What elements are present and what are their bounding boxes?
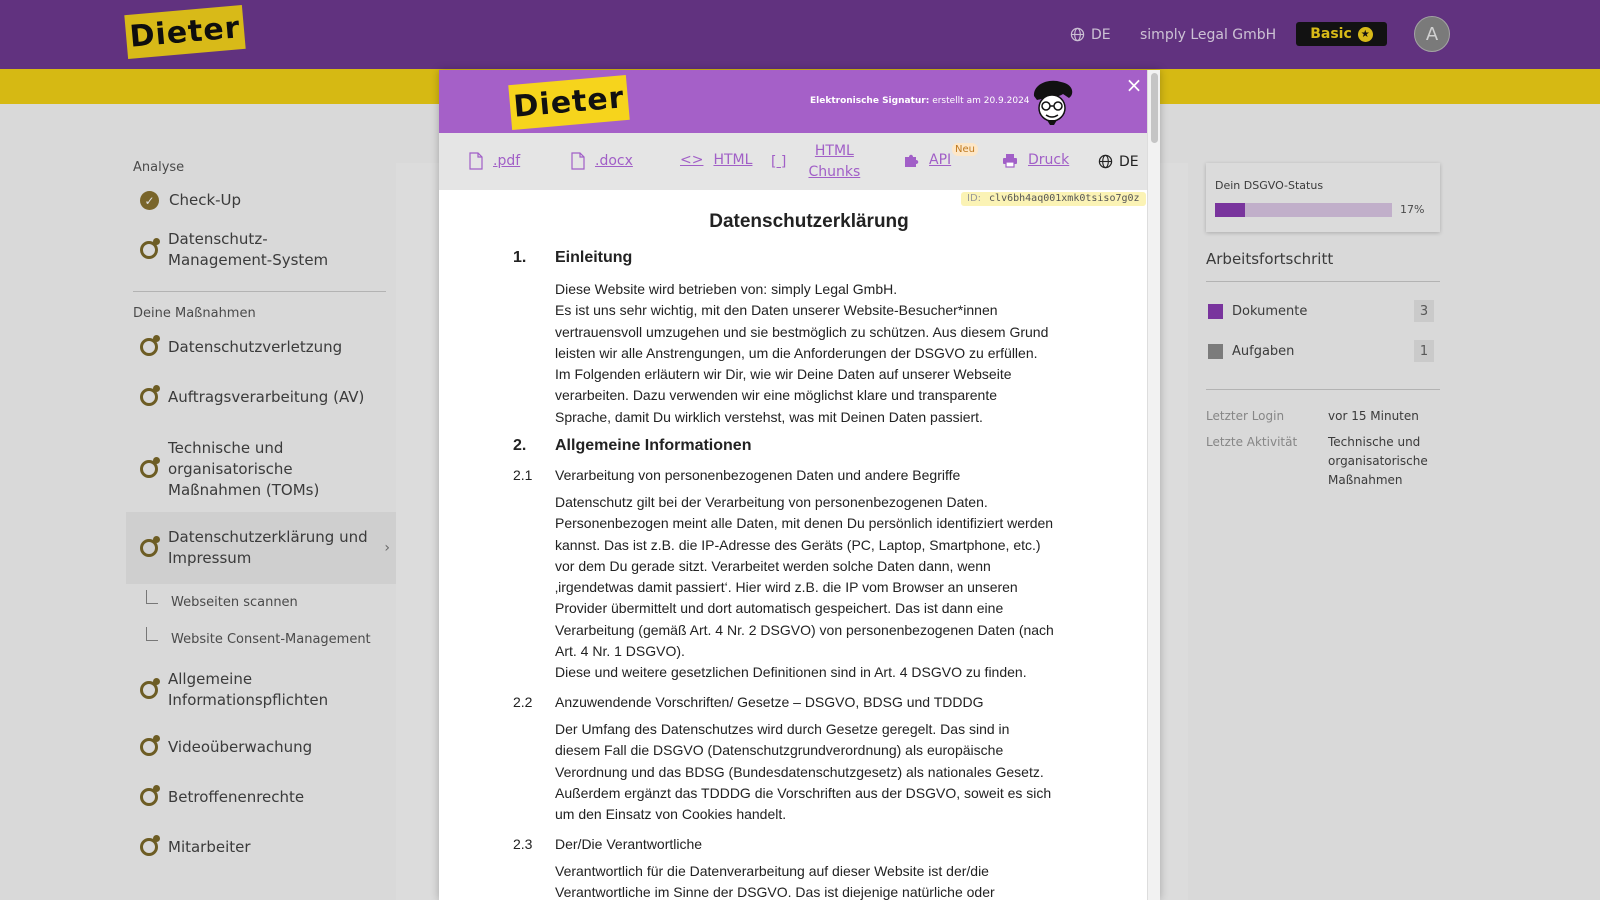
- document-title: Datenschutzerklärung: [709, 211, 909, 232]
- text-line: Verarbeitung (gemäß Art. 4 Nr. 2 DSGVO) von personenbezogenen Daten (nach: [555, 621, 1054, 638]
- section-paragraph: [555, 492, 1065, 684]
- sidebar-item-label: Betroffenenrechte: [168, 787, 305, 806]
- last-login-label: Letzter Login: [1206, 409, 1285, 423]
- language-label: DE: [1091, 26, 1111, 43]
- text-line: vor dem Du gerade sitzt. Verarbeitet werden solche Daten dann, wenn: [555, 557, 991, 574]
- print-button[interactable]: [1002, 152, 1069, 168]
- sidebar-item-label: Check-Up: [169, 191, 242, 209]
- company-name[interactable]: simply Legal GmbH: [1140, 26, 1277, 43]
- subsection-heading: [513, 694, 984, 710]
- sidebar-item-label: Videoüberwachung: [168, 737, 313, 756]
- code-icon: <>: [680, 152, 704, 168]
- avatar[interactable]: A: [1414, 16, 1450, 52]
- export-html-chunks-label: HTML Chunks: [808, 143, 861, 180]
- text-line: kannst. Das ist z.B. die IP-Adresse des Geräts (PC, Laptop, Smartphone, etc.): [555, 536, 1041, 553]
- sidebar-item-label: Datenschutzverletzung: [168, 337, 343, 356]
- dieter-logo[interactable]: Dieter: [124, 5, 245, 59]
- section-paragraph: [555, 279, 1065, 428]
- progress-count: 3: [1414, 300, 1434, 322]
- puzzle-icon: [903, 152, 919, 168]
- sidebar-item-label: Mitarbeiter: [168, 837, 251, 856]
- subsection-number: 2.3: [513, 836, 533, 852]
- document-preview-modal: [439, 70, 1160, 900]
- signature-value: erstellt am 20.9.2024: [932, 96, 1030, 106]
- subsection-heading: [513, 836, 702, 852]
- section-analyse: Analyse: [133, 160, 185, 175]
- mascot-icon: [1029, 78, 1075, 126]
- document-language-label: DE: [1119, 153, 1139, 170]
- section-number: 1.: [513, 249, 527, 266]
- subsection-title: Anzuwendende Vorschriften/ Gesetze – DSGVO, BDSG und TDDDG: [555, 694, 984, 710]
- export-html-chunks-button[interactable]: [771, 141, 860, 183]
- print-label: Druck: [1028, 152, 1070, 168]
- printer-icon: [1002, 153, 1018, 168]
- text-line: leisten wir alle Anstrengungen, um die Anforderungen der DSGVO zu erfüllen.: [555, 344, 1038, 361]
- section-massnahmen: Deine Maßnahmen: [133, 306, 256, 321]
- export-html-label: HTML: [713, 152, 753, 168]
- api-button[interactable]: [903, 152, 951, 168]
- section-title: Einleitung: [555, 249, 633, 266]
- modal-scrollbar[interactable]: [1147, 70, 1160, 900]
- last-activity-value: Technische und organisatorische Maßnahmen: [1328, 435, 1428, 487]
- text-line: Sprache, damit Du wirklich verstehst, was mit Deinen Daten passiert.: [555, 408, 983, 425]
- text-line: Es ist uns sehr wichtig, mit den Daten unserer Website-Besucher*innen: [555, 302, 998, 319]
- last-login-value: vor 15 Minuten: [1328, 409, 1419, 423]
- text-line: Diese und weitere gesetzlichen Definitionen sind in Art. 4 DSGVO zu finden.: [555, 664, 1027, 681]
- sidebar-subitem-label: Website Consent-Management: [171, 632, 371, 647]
- api-label: API: [929, 152, 952, 168]
- pdf-file-icon: [469, 152, 483, 170]
- modal-header: [439, 70, 1147, 133]
- globe-icon: [1098, 154, 1113, 169]
- section-title: Allgemeine Informationen: [555, 437, 752, 454]
- export-toolbar: [439, 133, 1147, 190]
- text-line: diesem Fall die DSGVO (Datenschutzgrundverordnung) als europäische: [555, 742, 1004, 759]
- docx-file-icon: [571, 152, 585, 170]
- section-heading: [513, 437, 751, 455]
- export-html-button[interactable]: [680, 152, 752, 168]
- status-percent: 17%: [1400, 203, 1425, 216]
- subsection-number: 2.2: [513, 694, 533, 710]
- export-pdf-label: .pdf: [493, 153, 521, 169]
- star-icon: ★: [1358, 27, 1373, 42]
- text-line: Personenbezogen meint alle Daten, mit denen Du persönlich identifiziert werden: [555, 515, 1054, 532]
- text-line: Diese Website wird betrieben von: simply Legal GmbH.: [555, 281, 898, 297]
- text-line: Verantwortliche im Sinne der DSGVO. Das ist diejenige natürliche oder: [555, 884, 995, 900]
- text-line: Datenschutz gilt bei der Verarbeitung von personenbezogenen Daten.: [555, 494, 988, 510]
- check-icon: ✓: [140, 191, 159, 210]
- sidebar-item-label: Allgemeine Informationspflichten: [168, 670, 329, 709]
- section-paragraph: [555, 861, 1065, 900]
- scrollbar-thumb[interactable]: [1151, 73, 1158, 143]
- text-line: ‚irgendetwas damit passiert‘. Hier wird z.B. die IP vom Browser an unseren: [555, 579, 1018, 596]
- text-line: vertrauensvoll umzugehen und sie bestmöglich zu schützen. Aus diesem Grund: [555, 323, 1049, 340]
- document-id-label: ID:: [967, 193, 982, 204]
- text-line: Provider übermittelt und dort automatisch gespeichert. Das ist dann eine: [555, 600, 1004, 617]
- document-id-badge: [961, 192, 1146, 206]
- signature-info: [810, 96, 1030, 106]
- document-language-switcher[interactable]: [1098, 133, 1139, 190]
- text-line: Der Umfang des Datenschutzes wird durch Gesetze geregelt. Das sind in: [555, 721, 1010, 737]
- section-heading: [513, 249, 632, 267]
- new-badge: Neu: [952, 143, 978, 156]
- sidebar-item-label: Technische und organisatorische Maßnahmen (TOMs): [168, 438, 320, 499]
- subsection-title: Verarbeitung von personenbezogenen Daten und andere Begriffe: [555, 467, 961, 483]
- export-docx-label: .docx: [595, 153, 633, 169]
- progress-label: Dokumente: [1232, 303, 1308, 319]
- last-activity-label: Letzte Aktivität: [1206, 435, 1298, 449]
- plan-label: Basic: [1310, 26, 1352, 42]
- sidebar-subitem-label: Webseiten scannen: [171, 595, 298, 610]
- subsection-number: 2.1: [513, 467, 533, 483]
- sidebar-item-label: Datenschutz-Management-System: [168, 230, 329, 269]
- export-docx-button[interactable]: [571, 152, 633, 170]
- text-line: um den Einsatz von Cookies handelt.: [555, 806, 787, 823]
- document-id-value: clv6bh4aq001xmk0tsiso7g0z: [989, 193, 1140, 204]
- brackets-icon: [ ]: [771, 154, 787, 170]
- text-line: Verantwortlich für die Datenverarbeitung auf dieser Website ist der/die: [555, 863, 989, 879]
- text-line: Art. 4 Nr. 1 DSGVO).: [555, 643, 685, 660]
- progress-title: Arbeitsfortschritt: [1206, 250, 1334, 268]
- close-button[interactable]: ×: [1125, 73, 1143, 97]
- sidebar-item-label: Datenschutzerklärung und Impressum: [168, 528, 368, 567]
- text-line: verarbeiten. Dazu verwenden wir eine möglichst klare und transparente: [555, 387, 998, 404]
- subsection-heading: [513, 467, 960, 483]
- export-pdf-button[interactable]: [469, 152, 520, 170]
- text-line: Im Folgenden erläutern wir Dir, wie wir Deine Daten auf unserer Webseite: [555, 366, 1012, 383]
- text-line: Außerdem ergänzt das TDDDG die Vorschriften aus der DSGVO, soweit es sich: [555, 784, 1052, 801]
- dieter-logo: Dieter: [508, 75, 629, 130]
- progress-label: Aufgaben: [1232, 343, 1295, 359]
- signature-label: Elektronische Signatur:: [810, 96, 930, 106]
- progress-count: 1: [1414, 340, 1434, 362]
- status-title: Dein DSGVO-Status: [1215, 179, 1324, 192]
- chevron-right-icon: ›: [384, 540, 390, 556]
- section-number: 2.: [513, 437, 527, 454]
- subsection-title: Der/Die Verantwortliche: [555, 836, 703, 852]
- text-line: Verordnung und das BDSG (Bundesdatenschutzgesetz) als nationales Gesetz.: [555, 763, 1044, 780]
- section-paragraph: [555, 719, 1065, 825]
- sidebar-item-label: Auftragsverarbeitung (AV): [168, 387, 365, 406]
